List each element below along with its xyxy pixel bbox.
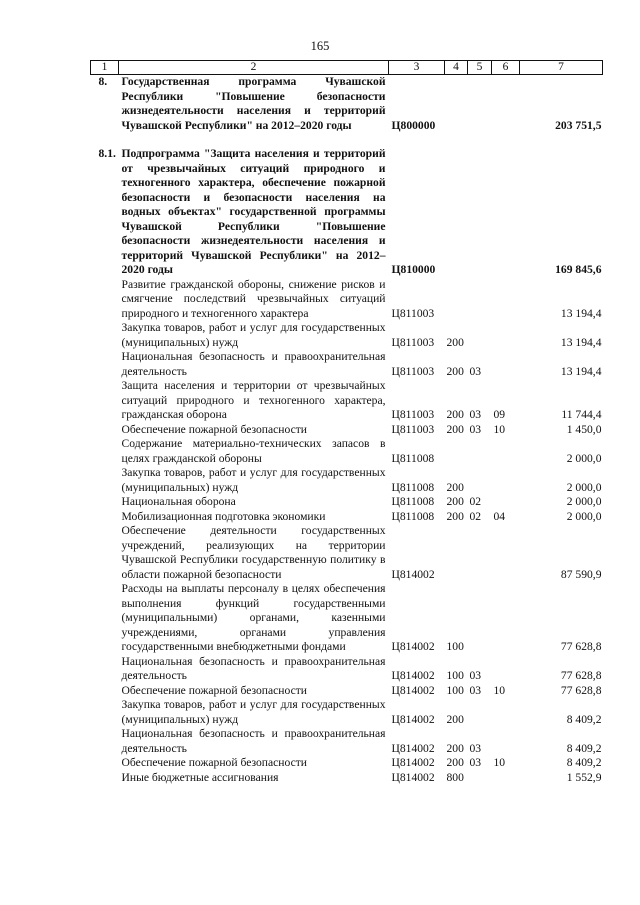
row-expense-type: 200 bbox=[446, 756, 464, 769]
row-section: 02 bbox=[469, 495, 482, 508]
row-section: 03 bbox=[469, 422, 482, 436]
row-number bbox=[91, 582, 119, 655]
table-row bbox=[91, 684, 603, 699]
row-number bbox=[91, 495, 119, 510]
row-name: Закупка товаров, работ и услуг для государственных (муниципальных) нужд bbox=[121, 698, 386, 726]
table-row bbox=[91, 147, 603, 278]
row-expense-type bbox=[445, 278, 468, 322]
row-subsection bbox=[492, 437, 520, 466]
row-number bbox=[91, 379, 119, 423]
row-number bbox=[91, 510, 119, 525]
table-row bbox=[91, 510, 603, 525]
row-number bbox=[91, 423, 119, 438]
table-row bbox=[91, 75, 603, 134]
row-expense-type: 100 bbox=[446, 640, 464, 653]
row-subsection: 10 bbox=[493, 683, 506, 697]
row-number: 8.1. bbox=[98, 147, 116, 160]
budget-table bbox=[90, 60, 603, 785]
row-subsection: 09 bbox=[493, 408, 506, 421]
row-amount: 8 409,2 bbox=[566, 756, 602, 769]
row-subsection: 04 bbox=[493, 509, 506, 523]
row-amount: 8 409,2 bbox=[566, 741, 602, 755]
row-name: Защита населения и территории от чрезвычайных ситуаций природного и техногенного характера, гражданская оборона bbox=[121, 379, 386, 421]
row-section bbox=[468, 147, 492, 278]
row-subsection bbox=[492, 466, 520, 495]
row-number bbox=[91, 321, 119, 350]
row-code: Ц811008 bbox=[391, 495, 435, 508]
row-section bbox=[468, 524, 492, 582]
header-col-6: 6 bbox=[492, 61, 520, 75]
row-expense-type: 200 bbox=[446, 335, 464, 349]
row-expense-type: 800 bbox=[446, 770, 464, 784]
row-section: 03 bbox=[469, 669, 482, 682]
row-code: Ц814002 bbox=[391, 567, 435, 581]
row-name: Закупка товаров, работ и услуг для государственных (муниципальных) нужд bbox=[121, 466, 386, 494]
row-number bbox=[91, 655, 119, 684]
row-expense-type: 200 bbox=[446, 712, 464, 726]
row-section: 03 bbox=[469, 364, 482, 378]
row-number bbox=[91, 771, 119, 786]
row-number bbox=[91, 727, 119, 756]
row-amount: 87 590,9 bbox=[560, 567, 602, 581]
row-amount: 13 194,4 bbox=[560, 364, 602, 378]
table-row bbox=[91, 771, 603, 786]
row-expense-type bbox=[445, 437, 468, 466]
row-subsection: 10 bbox=[493, 756, 506, 769]
row-section bbox=[468, 278, 492, 322]
table-row bbox=[91, 524, 603, 582]
row-subsection bbox=[492, 495, 520, 510]
row-amount: 13 194,4 bbox=[560, 306, 602, 320]
row-subsection: 10 bbox=[493, 422, 506, 436]
row-number bbox=[91, 524, 119, 582]
row-code: Ц800000 bbox=[391, 118, 436, 132]
table-row bbox=[91, 321, 603, 350]
row-name: Развитие гражданской обороны, снижение рисков и смягчение последствий чрезвычайных ситуаций природного и техногенного характера bbox=[121, 277, 386, 320]
row-amount: 203 751,5 bbox=[555, 118, 602, 132]
row-name: Национальная безопасность и правоохранительная деятельность bbox=[121, 727, 386, 755]
row-code: Ц814002 bbox=[391, 741, 435, 755]
table-row bbox=[91, 756, 603, 771]
row-name: Обеспечение деятельности государственных учреждений, реализующих на территории Чувашской Республики государственную политику в области пожарной безопасности bbox=[121, 524, 386, 581]
row-section: 03 bbox=[469, 408, 482, 421]
row-amount: 13 194,4 bbox=[560, 335, 602, 349]
header-row bbox=[91, 61, 603, 75]
row-number bbox=[91, 698, 119, 727]
row-name: Национальная оборона bbox=[121, 495, 236, 508]
header-col-2: 2 bbox=[119, 61, 389, 75]
spacer-row bbox=[91, 133, 603, 147]
header-col-5: 5 bbox=[468, 61, 492, 75]
row-name: Содержание материально-технических запасов в целях гражданской обороны bbox=[121, 437, 386, 465]
table-row bbox=[91, 655, 603, 684]
table-row bbox=[91, 698, 603, 727]
row-expense-type bbox=[445, 147, 468, 278]
row-amount: 1 450,0 bbox=[566, 422, 602, 436]
table-row bbox=[91, 437, 603, 466]
page-number: 165 bbox=[310, 39, 330, 53]
row-section: 03 bbox=[469, 756, 482, 769]
row-subsection bbox=[492, 278, 520, 322]
row-amount: 2 000,0 bbox=[566, 495, 602, 508]
row-section bbox=[468, 437, 492, 466]
row-expense-type bbox=[445, 524, 468, 582]
row-code: Ц814002 bbox=[391, 669, 435, 682]
table-row bbox=[91, 727, 603, 756]
row-section bbox=[468, 698, 492, 727]
table-row bbox=[91, 379, 603, 423]
row-expense-type: 200 bbox=[446, 408, 464, 421]
table-body bbox=[91, 75, 603, 786]
header-col-3: 3 bbox=[389, 61, 445, 75]
row-name: Государственная программа Чувашской Республики "Повышение безопасности жизнедеятельности населения и территорий Чувашской Республики" на 2012–2020 годы bbox=[121, 75, 386, 132]
row-code: Ц814002 bbox=[391, 683, 435, 697]
row-subsection bbox=[492, 727, 520, 756]
row-amount: 2 000,0 bbox=[566, 509, 602, 523]
row-subsection bbox=[492, 582, 520, 655]
header-col-7: 7 bbox=[520, 61, 603, 75]
row-amount: 2 000,0 bbox=[566, 480, 602, 494]
row-code: Ц810000 bbox=[391, 263, 436, 276]
row-name: Национальная безопасность и правоохранительная деятельность bbox=[121, 350, 386, 378]
row-number bbox=[91, 278, 119, 322]
table-row bbox=[91, 350, 603, 379]
row-number bbox=[91, 466, 119, 495]
row-expense-type: 100 bbox=[446, 669, 464, 682]
row-code: Ц811003 bbox=[391, 306, 435, 320]
row-amount: 77 628,8 bbox=[560, 683, 602, 697]
row-number: 8. bbox=[98, 75, 108, 88]
table-row bbox=[91, 582, 603, 655]
row-subsection bbox=[492, 698, 520, 727]
row-number bbox=[91, 684, 119, 699]
row-subsection bbox=[492, 771, 520, 786]
table-header bbox=[91, 61, 603, 75]
row-subsection bbox=[492, 147, 520, 278]
row-code: Ц814002 bbox=[391, 640, 435, 653]
row-name: Подпрограмма "Защита населения и территорий от чрезвычайных ситуаций природного и техногенного характера, обеспечение пожарной безопасности и безопасности населения на водных объектах" государственной программы Чувашской Республики "Повышение безопасности жизнедеятельности населения и территорий Чувашской Республики" на 2012–2020 годы bbox=[121, 147, 386, 276]
row-number bbox=[91, 350, 119, 379]
row-subsection bbox=[492, 321, 520, 350]
row-section bbox=[468, 582, 492, 655]
row-code: Ц811003 bbox=[391, 364, 435, 378]
row-section: 02 bbox=[469, 509, 482, 523]
row-code: Ц811003 bbox=[391, 408, 435, 421]
row-name: Национальная безопасность и правоохранительная деятельность bbox=[121, 654, 386, 682]
row-section: 03 bbox=[469, 741, 482, 755]
row-expense-type: 200 bbox=[446, 364, 464, 378]
row-code: Ц811008 bbox=[391, 509, 435, 523]
row-amount: 2 000,0 bbox=[566, 451, 602, 465]
row-section bbox=[468, 321, 492, 350]
row-code: Ц811003 bbox=[391, 422, 435, 436]
table-row bbox=[91, 278, 603, 322]
row-name: Обеспечение пожарной безопасности bbox=[121, 683, 308, 697]
row-code: Ц814002 bbox=[391, 712, 435, 726]
row-expense-type: 200 bbox=[446, 422, 464, 436]
row-amount: 8 409,2 bbox=[566, 712, 602, 726]
row-subsection bbox=[492, 524, 520, 582]
row-number bbox=[91, 756, 119, 771]
row-expense-type: 200 bbox=[446, 741, 464, 755]
row-name: Обеспечение пожарной безопасности bbox=[121, 422, 308, 436]
row-code: Ц814002 bbox=[391, 770, 435, 784]
row-section bbox=[468, 75, 492, 134]
row-subsection bbox=[492, 75, 520, 134]
row-section bbox=[468, 771, 492, 786]
row-name: Мобилизационная подготовка экономики bbox=[121, 509, 326, 523]
row-amount: 169 845,6 bbox=[555, 263, 602, 276]
row-name: Закупка товаров, работ и услуг для государственных (муниципальных) нужд bbox=[121, 321, 386, 349]
row-expense-type: 200 bbox=[446, 480, 464, 494]
row-amount: 11 744,4 bbox=[561, 408, 602, 421]
row-name: Расходы на выплаты персоналу в целях обеспечения выполнения функций государственными (муниципальными) органами, казенными учреждениями, органами управления государственными внебюджетными фондами bbox=[121, 582, 386, 653]
row-code: Ц811008 bbox=[391, 451, 435, 465]
row-amount: 77 628,8 bbox=[560, 669, 602, 682]
spacer-cell bbox=[91, 133, 603, 147]
row-expense-type: 100 bbox=[446, 683, 464, 697]
row-name: Обеспечение пожарной безопасности bbox=[121, 756, 308, 769]
row-subsection bbox=[492, 655, 520, 684]
row-number bbox=[91, 437, 119, 466]
row-expense-type: 200 bbox=[446, 509, 464, 523]
header-col-1: 1 bbox=[91, 61, 119, 75]
row-expense-type bbox=[445, 75, 468, 134]
row-code: Ц811003 bbox=[391, 335, 435, 349]
row-section: 03 bbox=[469, 683, 482, 697]
row-amount: 77 628,8 bbox=[560, 640, 602, 653]
row-section bbox=[468, 466, 492, 495]
row-amount: 1 552,9 bbox=[566, 770, 602, 784]
row-name: Иные бюджетные ассигнования bbox=[121, 770, 279, 784]
table-row bbox=[91, 423, 603, 438]
row-code: Ц811008 bbox=[391, 480, 435, 494]
row-code: Ц814002 bbox=[391, 756, 435, 769]
table-row bbox=[91, 466, 603, 495]
row-expense-type: 200 bbox=[446, 495, 464, 508]
table-row bbox=[91, 495, 603, 510]
header-col-4: 4 bbox=[445, 61, 468, 75]
row-subsection bbox=[492, 350, 520, 379]
